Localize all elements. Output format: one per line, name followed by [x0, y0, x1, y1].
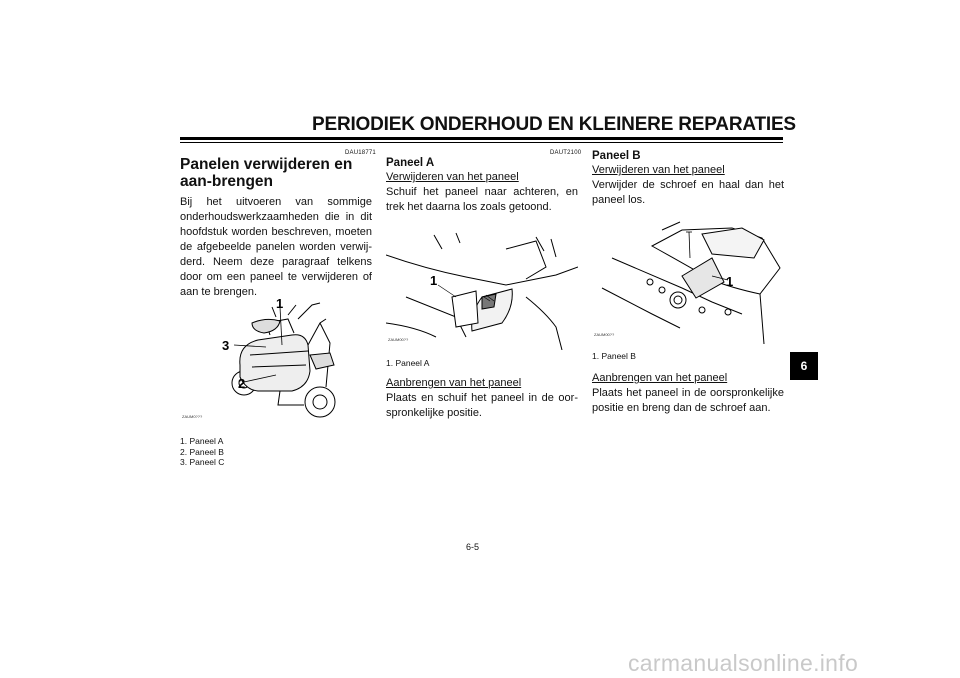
panel-b-heading: Paneel B: [592, 150, 641, 162]
svg-text:ZAUM0???: ZAUM0???: [182, 414, 203, 419]
caption-item: 2. Paneel B: [180, 446, 224, 457]
caption-item: 3. Paneel C: [180, 457, 225, 467]
svg-text:ZAUM00??: ZAUM00??: [594, 332, 615, 337]
figure-caption: 1. Paneel B: [592, 351, 636, 361]
header-rule: [180, 137, 783, 140]
install-instructions: Plaats en schuif het paneel in de oor-spronkelijke positie.: [386, 392, 578, 419]
section-code: DAUT2100: [550, 150, 582, 156]
header-rule-thin: [180, 142, 783, 143]
scooter-illustration: [180, 295, 372, 425]
svg-text:3: 3: [222, 338, 230, 353]
install-instructions: Plaats het paneel in de oorspronkelijke positie en breng dan de schroef aan.: [592, 387, 784, 414]
install-subheading: Aanbrengen van het paneel: [386, 377, 522, 389]
install-section: [592, 371, 784, 416]
remove-section: [592, 163, 784, 208]
chapter-tab: 6: [790, 352, 818, 380]
svg-text:1: 1: [276, 296, 284, 311]
install-section: [386, 376, 578, 421]
remove-section: [386, 170, 578, 215]
remove-instructions: Verwijder de schroef en haal dan het paneel los.: [592, 179, 784, 206]
remove-subheading: Verwijderen van het paneel: [386, 171, 519, 183]
remove-instructions: Schuif het paneel naar achteren, en trek het daarna los zoals getoond.: [386, 186, 578, 213]
svg-text:2: 2: [238, 376, 246, 391]
section-code: DAU18771: [345, 150, 376, 156]
caption-item: 1. Paneel A: [180, 436, 224, 446]
install-subheading: Aanbrengen van het paneel: [592, 372, 728, 384]
svg-text:1: 1: [726, 274, 734, 289]
intro-paragraph: Bij het uitvoeren van sommige onderhoudswerkzaamheden die in dit hoofdstuk worden beschreven, moeten de afgebeelde panelen worden verwij-derd. Neem deze paragraaf telkens door om een paneel te verwijderen of aan te brengen.: [180, 196, 372, 298]
panel-b-illustration: [592, 218, 784, 344]
section-heading: Panelen verwijderen en aan-brengen: [180, 156, 353, 190]
page-title: PERIODIEK ONDERHOUD EN KLEINERE REPARATIES: [312, 114, 796, 135]
remove-subheading: Verwijderen van het paneel: [592, 164, 725, 176]
figure-caption: 1. Paneel A: [386, 358, 430, 368]
svg-text:1: 1: [430, 273, 438, 288]
panel-a-illustration: [386, 227, 578, 350]
figure-caption-list: [180, 436, 224, 468]
panel-a-heading: Paneel A: [386, 157, 435, 169]
page-number: 6-5: [466, 542, 480, 552]
watermark: carmanualsonline.info: [628, 650, 859, 676]
svg-text:ZAUM00??: ZAUM00??: [388, 337, 409, 342]
